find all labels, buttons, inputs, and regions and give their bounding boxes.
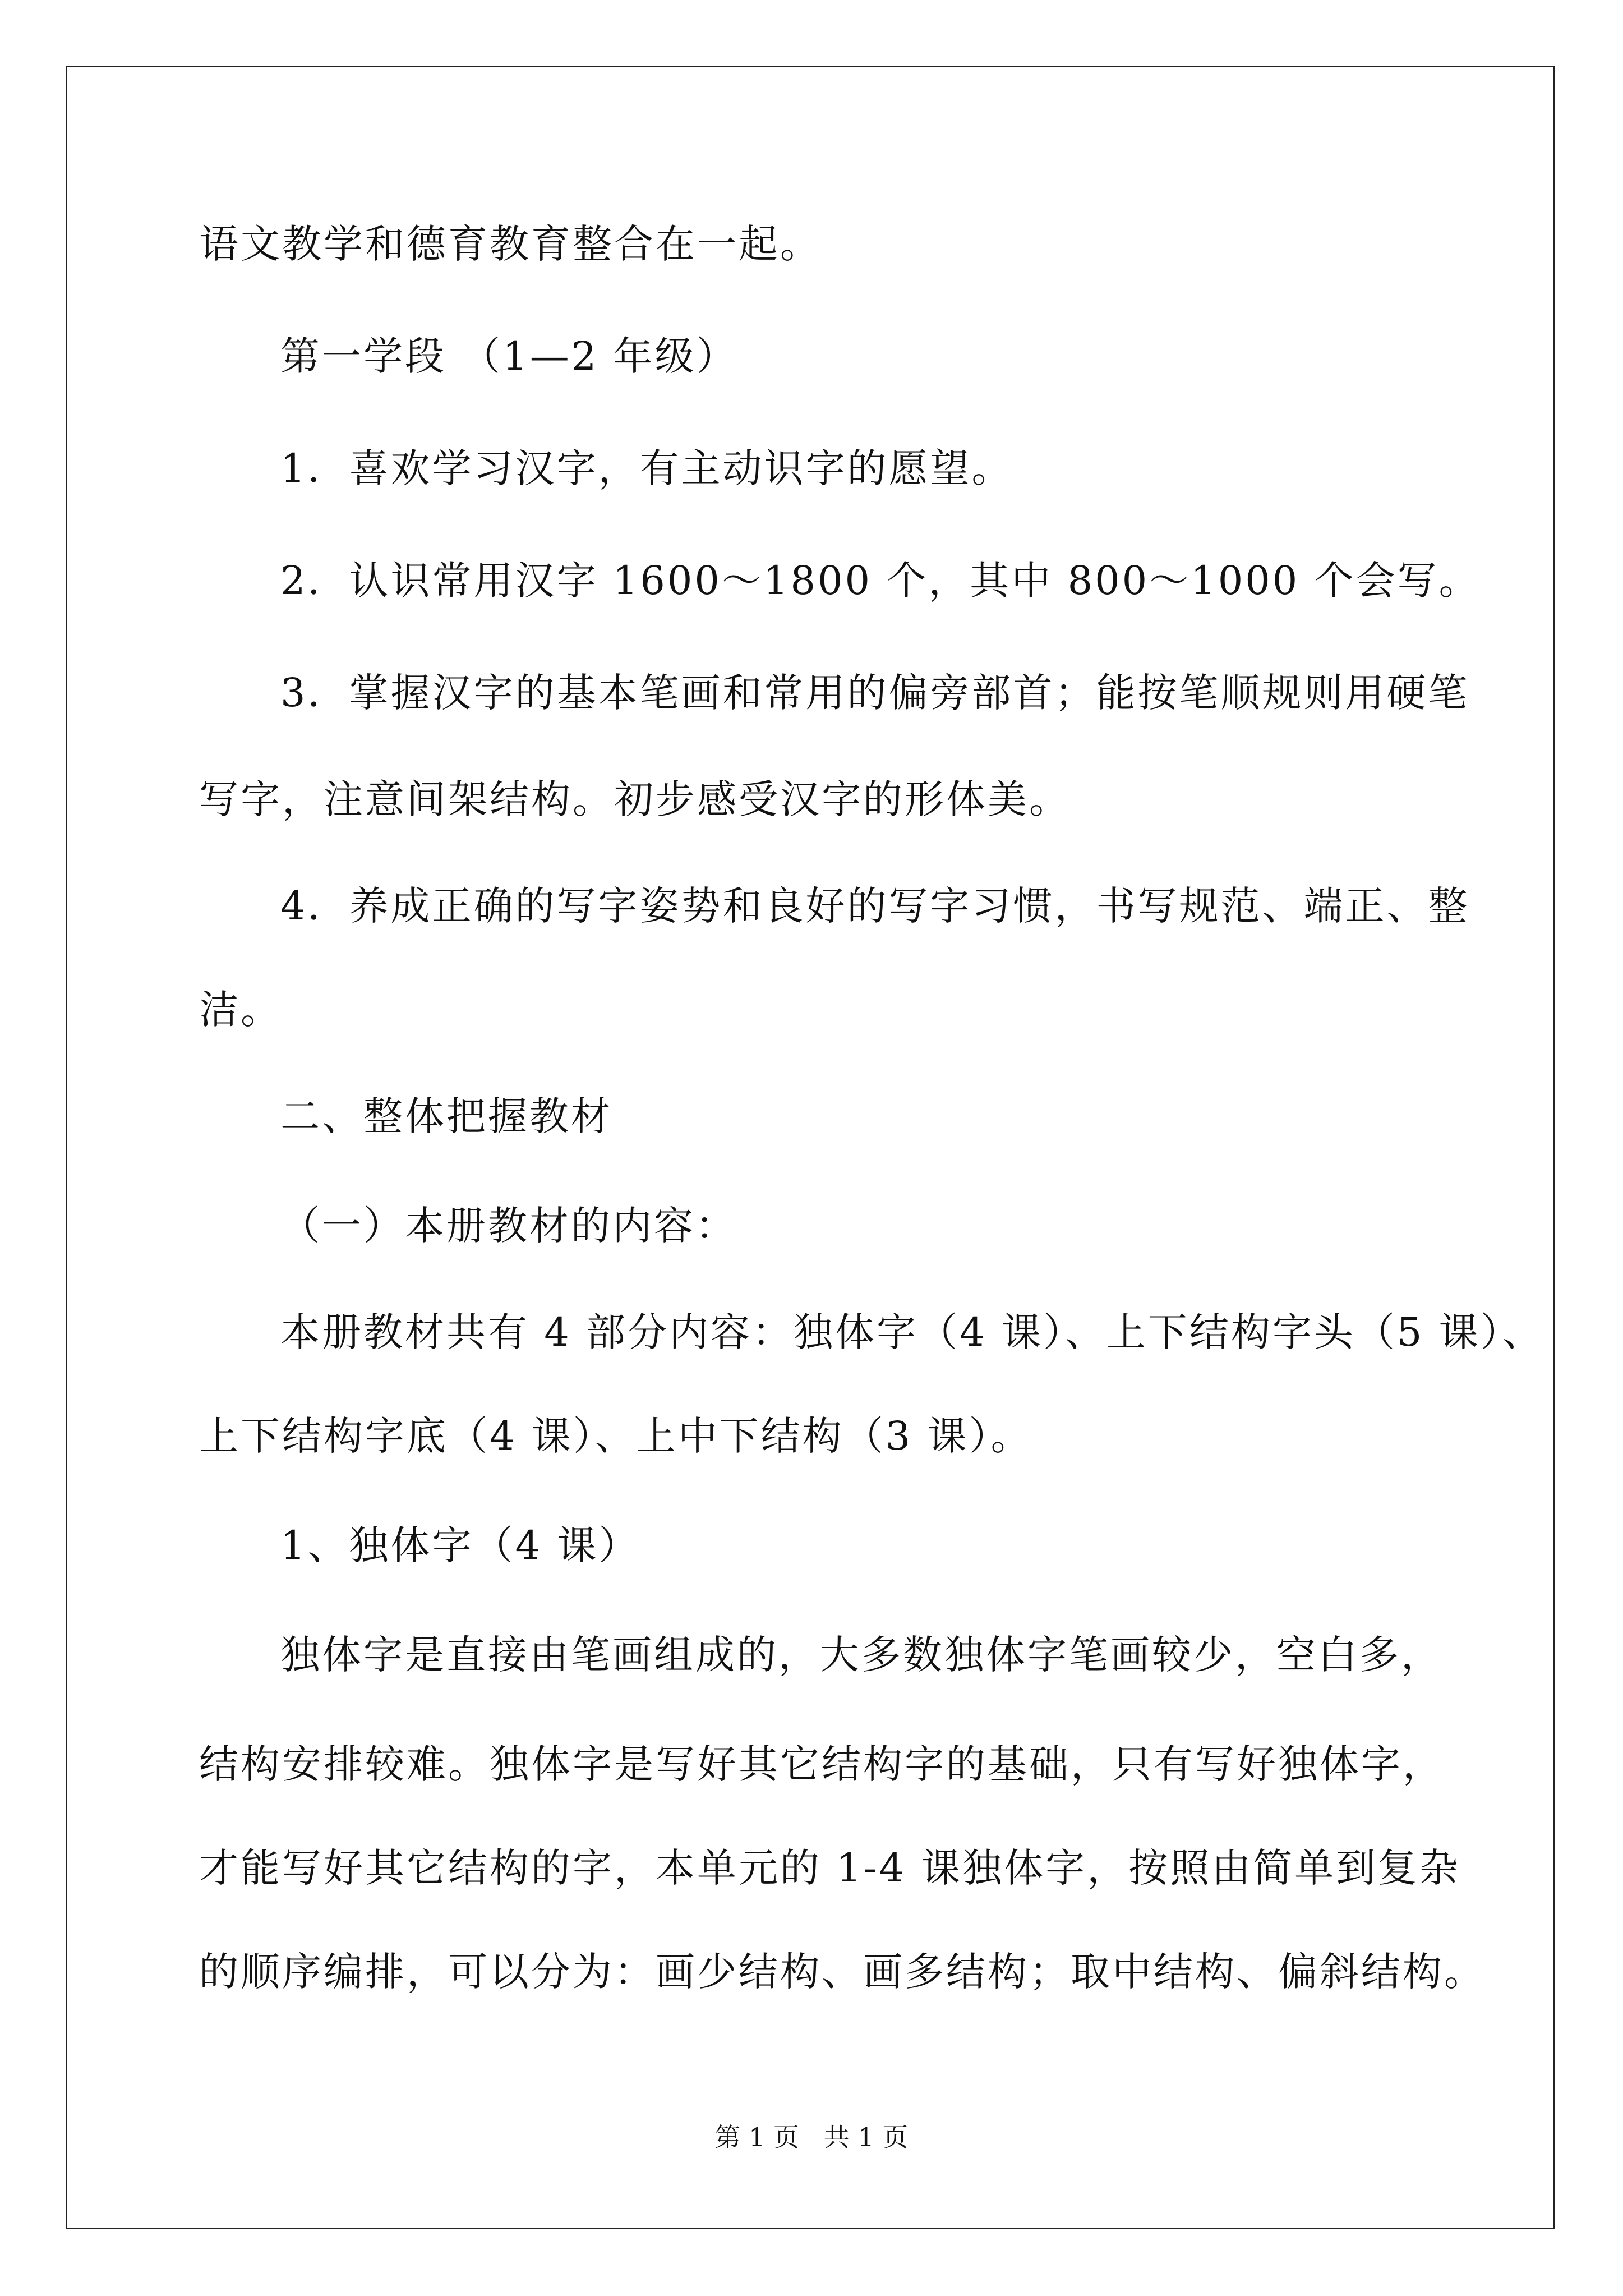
text-line-2: 第一学段 （1—2 年级） [280, 333, 738, 379]
text-line-6: 写字，注意间架结构。初步感受汉字的形体美。 [199, 776, 1071, 822]
page-footer: 第 1 页 共 1 页 [714, 2122, 909, 2152]
text-line-12: 上下结构字底（4 课）、上中下结构（3 课）。 [199, 1413, 1032, 1459]
text-line-14: 独体字是直接由笔画组成的，大多数独体字笔画较少，空白多， [280, 1632, 1442, 1678]
subsection-heading: （一）本册教材的内容： [280, 1203, 737, 1249]
lesson-heading: 1、独体字（4 课） [280, 1522, 640, 1568]
text-line-11: 本册教材共有 4 部分内容：独体字（4 课）、上下结构字头（5 课）、 [280, 1309, 1544, 1355]
text-line-5: 3．掌握汉字的基本笔画和常用的偏旁部首；能按笔顺规则用硬笔 [280, 670, 1470, 716]
text-line-4: 2．认识常用汉字 1600～1800 个，其中 800～1000 个会写。 [280, 558, 1481, 604]
text-line-3: 1．喜欢学习汉字，有主动识字的愿望。 [280, 445, 1013, 491]
page-border [66, 66, 1555, 2229]
text-line-7: 4．养成正确的写字姿势和良好的写字习惯，书写规范、端正、整 [280, 883, 1470, 929]
section-heading: 二、整体把握教材 [280, 1093, 612, 1139]
text-line-15: 结构安排较难。独体字是写好其它结构字的基础，只有写好独体字， [199, 1741, 1444, 1787]
text-line-1: 语文教学和德育教育整合在一起。 [199, 221, 822, 267]
text-line-17: 的顺序编排，可以分为：画少结构、画多结构；取中结构、偏斜结构。 [199, 1949, 1486, 1995]
text-line-8: 洁。 [199, 987, 282, 1033]
text-line-16: 才能写好其它结构的字，本单元的 1-4 课独体字，按照由简单到复杂 [199, 1845, 1461, 1891]
